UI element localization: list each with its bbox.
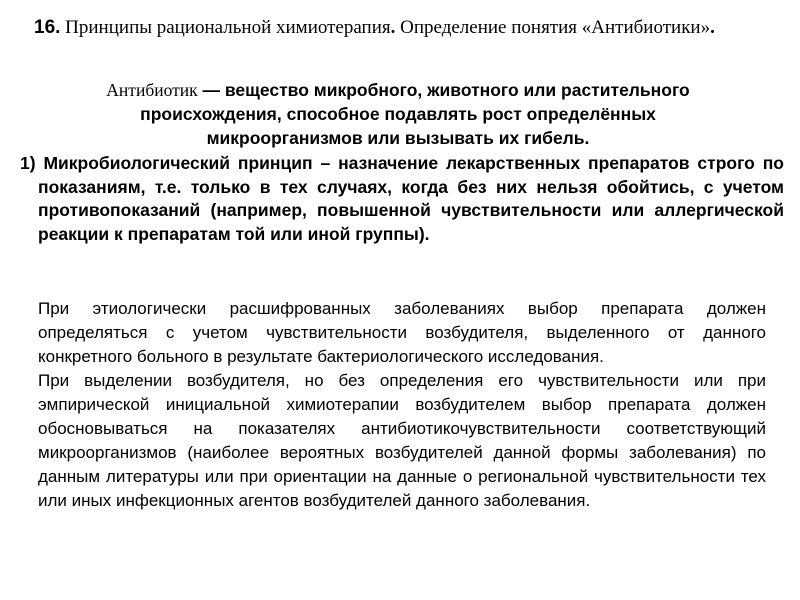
definition-text: — вещество микробного, животного или растительного происхождения, способное подавлять рост определённых микроорганизмов или вызывать их гибель. (140, 80, 690, 148)
title-end-dot: . (710, 17, 715, 38)
antibiotic-definition (88, 78, 708, 150)
body-paragraphs (38, 297, 766, 513)
title-quoted: «Антибиотики» (581, 17, 711, 38)
title-dot: . (390, 17, 396, 38)
paragraph-empiric: При выделении возбудителя, но без определения его чувствительности или при эмпирической инициальной химиотерапии возбудителем выбор препарата должен обосновываться на показателях антибиотикочувствительности соответствующий микроорганизмов (наиболее вероятных возбудителей данной формы заболевания) по данным литературы или при ориентации на данные о региональной чувствительности тех или иных инфекционных агентов возбудителей данного заболевания. (38, 371, 766, 510)
title-number: 16. (34, 17, 61, 38)
title-part-1: Принципы рациональной химиотерапия (60, 17, 391, 38)
definition-term: Антибиотик (106, 80, 198, 100)
slide-title (34, 14, 794, 42)
principle-1: 1) Микробиологический принцип – назначение лекарственных препаратов строго по показаниям, т.е. только в тех случаях, когда без них нельзя обойтись, с учетом противопоказаний (например, повышенной чувствительности или аллергической реакции к препаратам той или иной группы). (20, 153, 784, 244)
title-part-2: Определение понятия (395, 17, 582, 38)
paragraph-etiology: При этиологически расшифрованных заболеваниях выбор препарата должен определяться с учетом чувствительности возбудителя, выделенного от данного конкретного больного в результате бактериологического исследования. (38, 299, 766, 366)
